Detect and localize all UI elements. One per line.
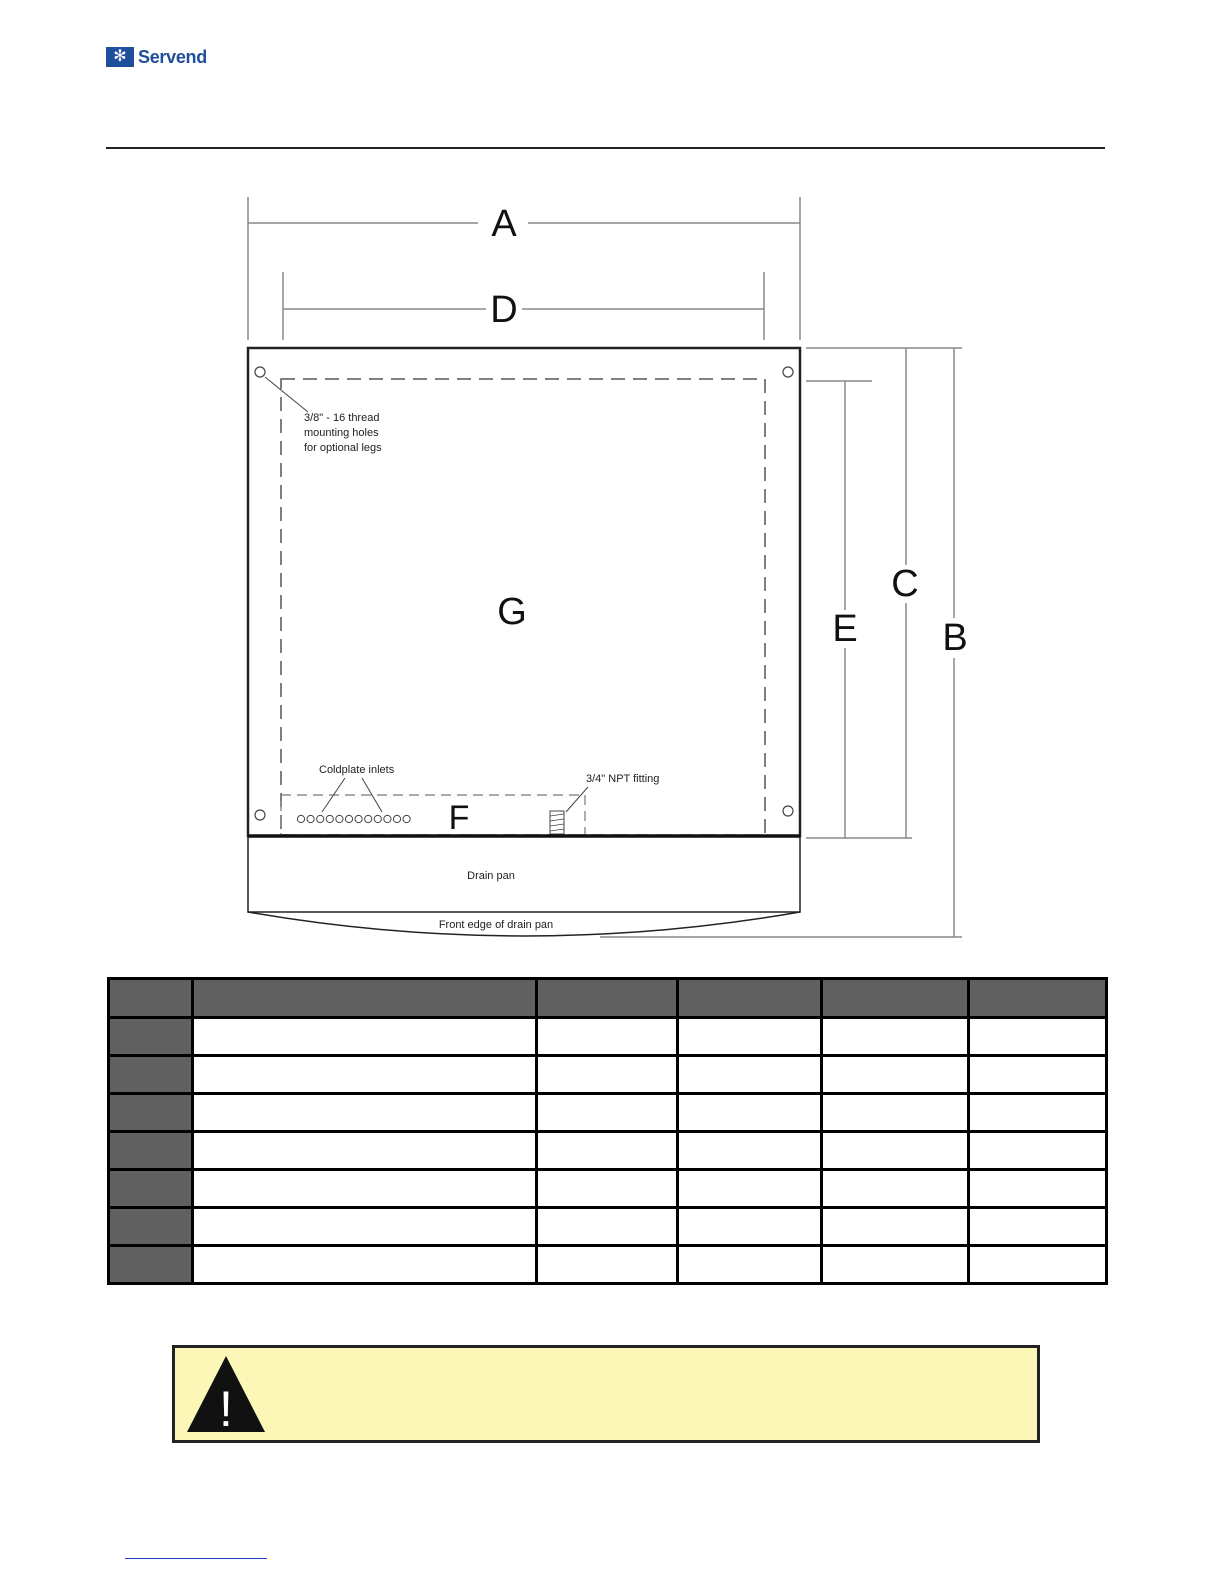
table-row xyxy=(109,1132,1107,1170)
table-cell xyxy=(822,1246,969,1284)
table-header-cell xyxy=(193,979,537,1018)
area-g-label: G xyxy=(497,591,527,633)
table-cell xyxy=(537,1132,678,1170)
table-cell xyxy=(537,1208,678,1246)
mounting-hole-top-left xyxy=(255,367,265,377)
dim-e-label: E xyxy=(832,608,858,650)
mounting-hole-bottom-right xyxy=(783,806,793,816)
table-cell xyxy=(193,1170,537,1208)
coldplate-inlet xyxy=(355,815,362,822)
table-cell xyxy=(537,1246,678,1284)
logo-text: Servend xyxy=(138,46,207,67)
warning-box xyxy=(172,1345,1040,1443)
coldplate-inlet xyxy=(297,815,304,822)
table-row xyxy=(109,1018,1107,1056)
table-cell xyxy=(537,1094,678,1132)
mounting-note-line-1: 3/8" - 16 thread xyxy=(304,412,380,424)
table-cell xyxy=(193,1246,537,1284)
table-cell xyxy=(193,1208,537,1246)
mounting-note-leader xyxy=(265,377,308,412)
drain-pan-label: Drain pan xyxy=(467,870,515,882)
table-cell xyxy=(193,1056,537,1094)
table-row xyxy=(109,1094,1107,1132)
table-cell xyxy=(193,1094,537,1132)
area-f-label: F xyxy=(448,799,470,837)
table-cell xyxy=(822,1094,969,1132)
table-cell xyxy=(193,1018,537,1056)
table-row-label xyxy=(109,1018,193,1056)
dim-b-label: B xyxy=(942,617,968,659)
table-cell xyxy=(678,1208,822,1246)
warning-triangle-icon xyxy=(185,1354,267,1434)
footer-link-rule xyxy=(125,1558,267,1559)
table-header-cell xyxy=(969,979,1107,1018)
table-row xyxy=(109,1170,1107,1208)
coldplate-inlets-label: Coldplate inlets xyxy=(319,764,395,776)
table-cell xyxy=(678,1094,822,1132)
table-header-cell xyxy=(109,979,193,1018)
npt-fitting-label: 3/4" NPT fitting xyxy=(586,773,660,785)
dim-c-label: C xyxy=(891,563,919,605)
table-row xyxy=(109,1246,1107,1284)
table-cell xyxy=(678,1246,822,1284)
table-row-label xyxy=(109,1246,193,1284)
snowflake-icon: ✻ xyxy=(106,47,134,67)
coldplate-inlet-row xyxy=(297,815,410,822)
npt-fitting-icon xyxy=(550,811,564,834)
dim-a-label: A xyxy=(491,203,517,245)
coldplate-inlet xyxy=(317,815,324,822)
table-header-cell xyxy=(678,979,822,1018)
warning-symbol: ! xyxy=(219,1381,233,1434)
table-cell xyxy=(969,1018,1107,1056)
coldplate-inlet xyxy=(307,815,314,822)
table-header-row xyxy=(109,979,1107,1018)
table-cell xyxy=(537,1018,678,1056)
coldplate-inlet xyxy=(336,815,343,822)
table-cell xyxy=(969,1246,1107,1284)
table-row-label xyxy=(109,1056,193,1094)
table-cell xyxy=(678,1170,822,1208)
table-header-cell xyxy=(822,979,969,1018)
coldplate-inlet xyxy=(393,815,400,822)
table-cell xyxy=(822,1018,969,1056)
mounting-hole-top-right xyxy=(783,367,793,377)
coldplate-leader-left xyxy=(322,778,345,812)
table-row-label xyxy=(109,1170,193,1208)
coldplate-inlet xyxy=(374,815,381,822)
table-cell xyxy=(678,1132,822,1170)
table-cell xyxy=(969,1208,1107,1246)
coldplate-inlet xyxy=(365,815,372,822)
table-cell xyxy=(678,1056,822,1094)
mounting-hole-bottom-left xyxy=(255,810,265,820)
table-cell xyxy=(822,1208,969,1246)
coldplate-inlet xyxy=(403,815,410,822)
table-cell xyxy=(537,1056,678,1094)
table-row xyxy=(109,1208,1107,1246)
coldplate-inlet xyxy=(326,815,333,822)
drain-pan-outline xyxy=(248,836,800,912)
table-row xyxy=(109,1056,1107,1094)
specification-table xyxy=(107,977,1108,1285)
coldplate-inlet xyxy=(384,815,391,822)
table-cell xyxy=(969,1132,1107,1170)
table-header-cell xyxy=(537,979,678,1018)
table-row-label xyxy=(109,1208,193,1246)
mounting-note-line-2: mounting holes xyxy=(304,427,379,439)
table-cell xyxy=(822,1056,969,1094)
coldplate-inlet xyxy=(345,815,352,822)
table-cell xyxy=(969,1170,1107,1208)
table-row-label xyxy=(109,1132,193,1170)
table-cell xyxy=(678,1018,822,1056)
table-cell xyxy=(969,1056,1107,1094)
table-cell xyxy=(822,1170,969,1208)
mounting-note-line-3: for optional legs xyxy=(304,442,382,454)
table-cell xyxy=(537,1170,678,1208)
table-cell xyxy=(193,1132,537,1170)
table-cell xyxy=(822,1132,969,1170)
front-edge-label: Front edge of drain pan xyxy=(438,919,554,931)
table-row-label xyxy=(109,1094,193,1132)
coldplate-area-dashed xyxy=(281,795,585,835)
table-cell xyxy=(969,1094,1107,1132)
dim-d-label: D xyxy=(490,289,518,331)
